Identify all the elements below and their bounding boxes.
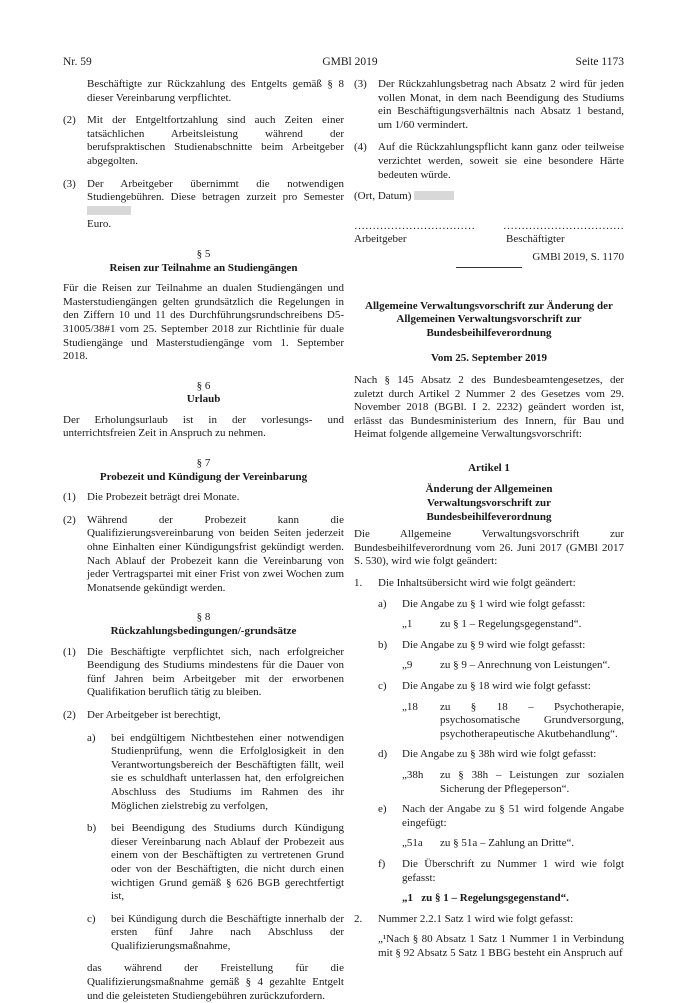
amendment-text [378, 659, 624, 673]
article-number: Artikel 1 [468, 461, 510, 474]
sub-item-letter: d) [378, 748, 388, 761]
sub-item-text: Die Angabe zu § 18 wird wie folgt gefasst: [402, 680, 591, 692]
amendment-key: „9 [402, 659, 413, 672]
list-item [63, 491, 344, 505]
amendment-value: zu § 9 – Anrechnung von Leistungen“. [440, 659, 611, 672]
sub-item-text: bei Beendigung des Studiums durch Kündigung dieser Vereinbarung nach Ablauf der Probezeit aus einem von der Beschäftigten zu vertretenen Grund oder von der Beschäftigten, die nicht durch einen wichtigen Grund gemäß § 626 BGB gerechtfertigt ist, [111, 822, 344, 903]
section-title: Urlaub [186, 393, 221, 406]
article-title: Änderung der Allgemeinen Verwaltungsvorschrift zur Bundesbeihilfeverordnung [425, 483, 553, 523]
sub-item-text: Die Angabe zu § 1 wird wie folgt gefasst: [402, 597, 586, 610]
signature-dots: …………………………… [354, 219, 475, 232]
section-text: Der Erholungsurlaub ist in der vorlesungs- und unterrichtsfreien Zeit in Anspruch zu nehmen. [63, 413, 344, 440]
item-text: Der Rückzahlungsbetrag nach Absatz 2 wird für jeden vollen Monat, in dem nach Beendigung des Studiums ein Beschäftigungsverhältnis nach Absatz 1 bestand, um 1/60 vermindert. [378, 78, 624, 131]
list-item [354, 577, 624, 591]
regulation-date: Vom 25. September 2019 [430, 352, 548, 365]
list-item [63, 114, 344, 168]
article-intro: Die Allgemeine Verwaltungsvorschrift zur Bundesbeihilfeverordnung vom 26. Juni 2017 (GMBl 2017 S. 530), wird wie folgt geändert: [354, 528, 624, 568]
item-text: Die Probezeit beträgt drei Monate. [87, 491, 240, 504]
item-number: (3) [354, 78, 367, 90]
item-text: Die Inhaltsübersicht wird wie folgt geändert: [378, 577, 576, 590]
employer-label: Arbeitgeber [354, 233, 407, 246]
signature-lines [354, 220, 624, 234]
list-item [354, 78, 624, 132]
sub-item-letter: c) [87, 912, 96, 925]
sub-item [378, 598, 624, 612]
signature-dots: …………………………… [503, 219, 624, 232]
sub-item-text: bei Kündigung durch die Beschäftigte innerhalb der ersten fünf Jahre nach Abschluss der Qualifizierungsmaßnahme, [111, 912, 344, 952]
sub-item [378, 639, 624, 653]
sub-item [378, 858, 624, 885]
page-label: Seite 1173 [575, 56, 624, 68]
item-number: 2. [354, 912, 363, 925]
sub-item-text: bei endgültigem Nichtbestehen einer notwendigen Studienprüfung, wenn die Erfolglosigkeit in den Verantwortungsbereich der Beschäftigten fällt, weil sie es schuldhaft unterlassen hat, den erfolgreichen Abschluss des Studiums im Rahmen des ihr Möglichen zielstrebig zu verfolgen, [111, 731, 344, 812]
sub-item [87, 822, 344, 904]
sub-item [378, 803, 624, 830]
page-number-label: Nr. 59 [63, 56, 92, 68]
employee-label: Beschäftigter [506, 233, 565, 246]
item-text: Mit der Entgeltfortzahlung sind auch Zeiten einer tatsächlichen Arbeitsleistung während der berufspraktischen Studienabschnitte beim Arbeitgeber abgegolten. [87, 114, 344, 167]
amendment-key: „18 [402, 700, 418, 713]
item-number: (4) [354, 141, 367, 154]
item-number: (2) [63, 114, 76, 127]
paragraph: das während der Freistellung für die Qualifizierungsmaßnahme gemäß § 4 gezahlte Entgelt und die geleisteten Studiengebühren zurückzufordern. [87, 962, 344, 1002]
amendment-key: „1 [402, 618, 413, 631]
sub-item-letter: b) [378, 638, 388, 651]
item-number: 1. [354, 577, 363, 590]
sub-item-text: Die Angabe zu § 38h wird wie folgt gefasst: [402, 748, 597, 761]
reference: GMBl 2019, S. 1170 [532, 250, 624, 263]
list-item [354, 913, 624, 927]
section-number: § 7 [196, 457, 211, 470]
place-date-line: (Ort, Datum) [354, 190, 624, 204]
sub-item-letter: f) [378, 857, 386, 870]
sub-item [378, 680, 624, 694]
quoted-text: „¹Nach § 80 Absatz 1 Satz 1 Nummer 1 in Verbindung mit § 92 Absatz 5 Satz 1 BBG besteht ein Anspruch auf [378, 933, 624, 959]
sub-item [87, 913, 344, 954]
sub-item-letter: b) [87, 822, 97, 835]
paragraph-continuation: Beschäftigte zur Rückzahlung des Entgelts gemäß § 8 dieser Vereinbarung verpflichtet. [87, 78, 344, 104]
section-number: § 5 [196, 247, 211, 260]
item-number: (1) [63, 491, 76, 504]
item-text: Der Arbeitgeber übernimmt die notwendigen Studiengebühren. Diese betragen zurzeit pro Semester Euro. [87, 177, 344, 231]
signature-labels [354, 233, 624, 247]
section-text: Für die Reisen zur Teilnahme an dualen Studiengängen und Masterstudiengängen gelten grundsätzlich die Regelungen in den Ziffern 10 und 11 des Durchführungsrundschreibens D5- 31005/38#1 vom 25. September 2018 zur Richtlinie für duale Studiengänge und Masterstudiengänge vom 1. September 2018. [63, 282, 344, 363]
regulation-intro: Nach § 145 Absatz 2 des Bundesbeamtengesetzes, der zuletzt durch Artikel 2 Nummer 2 des Gesetzes vom 29. November 2018 (BGBl. I 2. 2232) geändert worden ist, erlässt das Bundesministerium des Innern, für Bau und Heimat folgende allgemeine Verwaltungsvorschrift: [354, 373, 624, 441]
redacted-place [414, 191, 454, 200]
section-number: § 8 [196, 611, 211, 624]
left-column [63, 78, 344, 1003]
item-text: Der Arbeitgeber ist berechtigt, [87, 708, 221, 721]
amendment-text [378, 701, 624, 742]
item-text: Nummer 2.2.1 Satz 1 wird wie folgt gefasst: [378, 912, 574, 925]
item-text: Während der Probezeit kann die Qualifizierungsvereinbarung von beiden Seiten jederzeit ohne Einhalten einer Kündigungsfrist gekündigt werden. Nach Ablauf der Probezeit kann die Vereinbarung von jeder Vertragspartei mit einer Frist von zwei Wochen zum Monatsende gekündigt werden. [87, 513, 344, 594]
section-title: Probezeit und Kündigung der Vereinbarung [99, 470, 308, 483]
sub-item [378, 748, 624, 762]
list-item [63, 709, 344, 723]
item-number: (3) [63, 177, 76, 190]
item-text: Die Beschäftigte verpflichtet sich, nach erfolgreicher Beendigung des Studiums mindestens für die Dauer von fünf Jahren beim Arbeitgeber mit der erworbenen Qualifikation beruflich tätig zu bleiben. [87, 645, 344, 699]
sub-item-letter: a) [378, 597, 387, 610]
amendment-value: zu § 18 – Psychotherapie, psychosomatische Grundversorgung, psychotherapeutische Akutbehandlung“. [440, 700, 624, 740]
list-item [63, 178, 344, 232]
item-number: (2) [63, 708, 76, 721]
item-number: (2) [63, 513, 76, 526]
sub-item-text: Nach der Angabe zu § 51 wird folgende Angabe eingefügt: [402, 803, 624, 829]
amendment-text [378, 837, 624, 851]
sub-item-letter: a) [87, 731, 96, 744]
list-item [63, 514, 344, 596]
amendment-heading: „1 zu § 1 – Regelungsgegenstand“. [402, 892, 569, 905]
section-title: Reisen zur Teilnahme an Studiengängen [109, 261, 298, 274]
list-item [63, 646, 344, 700]
sub-item-letter: e) [378, 803, 387, 816]
redacted-amount [87, 206, 131, 215]
divider [456, 267, 522, 268]
sub-item [87, 732, 344, 814]
journal-title: GMBl 2019 [322, 56, 378, 68]
section-title: Rückzahlungsbedingungen/-grundsätze [110, 625, 297, 637]
sub-list [354, 598, 624, 906]
amendment-key: „38h [402, 768, 424, 781]
amendment-text [378, 769, 624, 796]
sub-item-letter: c) [378, 680, 387, 692]
sub-item-text: Die Angabe zu § 9 wird wie folgt gefasst: [402, 638, 586, 651]
sub-item-text: Die Überschrift zu Nummer 1 wird wie folgt gefasst: [402, 857, 624, 884]
list-item [354, 141, 624, 182]
regulation-title: Allgemeine Verwaltungsvorschrift zur Änderung der Allgemeinen Verwaltungsvorschrift zur Bundesbeihilfeverordnung [365, 299, 613, 339]
item-text: Auf die Rückzahlungspflicht kann ganz oder teilweise verzichtet werden, soweit sie eine besondere Härte bedeuten würde. [378, 141, 624, 181]
amendment-value: zu § 1 – Regelungsgegenstand“. [440, 618, 582, 631]
item-number: (1) [63, 645, 76, 658]
amendment-text [378, 618, 624, 632]
section-number: § 6 [196, 379, 211, 392]
right-column [354, 78, 624, 961]
amendment-value: zu § 51a – Zahlung an Dritte“. [440, 837, 575, 850]
amendment-value: zu § 38h – Leistungen zur sozialen Sicherung der Pflegeperson“. [440, 768, 624, 795]
amendment-key: „51a [402, 837, 423, 850]
